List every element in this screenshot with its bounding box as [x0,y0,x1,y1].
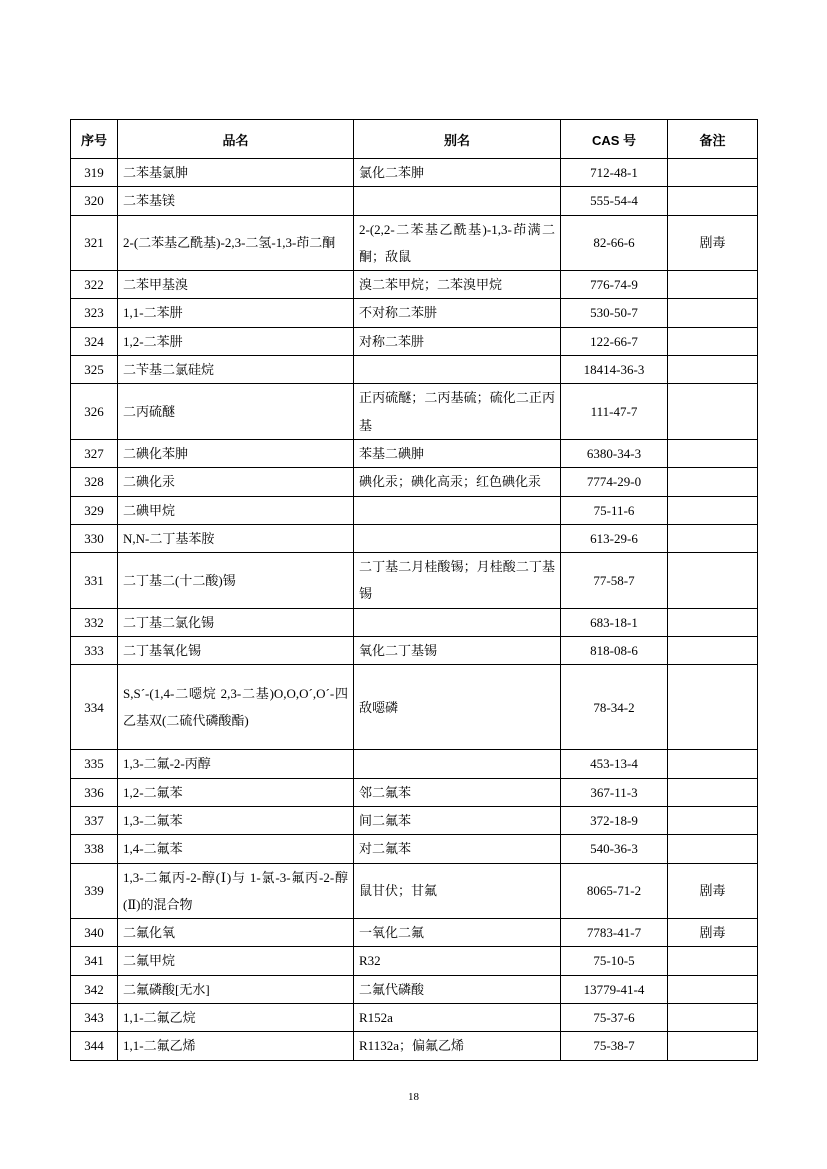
cell-remark: 剧毒 [668,919,758,947]
cell-cas-number: 7783-41-7 [561,919,668,947]
cell-alias: R152a [354,1004,561,1032]
cell-remark [668,327,758,355]
cell-remark: 剧毒 [668,215,758,271]
cell-cas-number: 683-18-1 [561,608,668,636]
cell-remark [668,608,758,636]
cell-remark [668,665,758,750]
cell-remark [668,468,758,496]
header-remark: 备注 [668,120,758,159]
cell-product-name: 1,4-二氟苯 [118,835,354,863]
cell-product-name: 二氟甲烷 [118,947,354,975]
cell-alias: 鼠甘伏；甘氟 [354,863,561,919]
cell-cas-number: 7774-29-0 [561,468,668,496]
cell-product-name: N,N-二丁基苯胺 [118,524,354,552]
cell-alias: 敌噁磷 [354,665,561,750]
table-body [71,159,758,1061]
cell-product-name: 1,3-二氟苯 [118,806,354,834]
cell-cas-number: 77-58-7 [561,553,668,609]
cell-serial-number: 321 [71,215,118,271]
table-row [71,384,758,440]
cell-remark [668,299,758,327]
cell-cas-number: 367-11-3 [561,778,668,806]
table-row [71,608,758,636]
cell-cas-number: 122-66-7 [561,327,668,355]
cell-alias: R1132a；偏氟乙烯 [354,1032,561,1060]
table-row [71,271,758,299]
cell-product-name: 二碘甲烷 [118,496,354,524]
cell-alias: 一氧化二氟 [354,919,561,947]
cell-serial-number: 344 [71,1032,118,1060]
table-row [71,637,758,665]
cell-serial-number: 337 [71,806,118,834]
header-serial-number: 序号 [71,120,118,159]
cell-cas-number: 555-54-4 [561,187,668,215]
cell-alias [354,496,561,524]
cell-cas-number: 712-48-1 [561,159,668,187]
cell-serial-number: 341 [71,947,118,975]
cell-remark [668,187,758,215]
table-row [71,778,758,806]
cell-cas-number: 613-29-6 [561,524,668,552]
cell-alias [354,608,561,636]
cell-product-name: 1,1-二氟乙烷 [118,1004,354,1032]
cell-alias: 对称二苯肼 [354,327,561,355]
cell-serial-number: 334 [71,665,118,750]
cell-serial-number: 342 [71,975,118,1003]
cell-alias: 2-(2,2-二苯基乙酰基)-1,3-茚满二酮；敌鼠 [354,215,561,271]
table-row [71,750,758,778]
chemical-list-table [70,119,758,1061]
cell-alias [354,750,561,778]
cell-remark [668,496,758,524]
table-row [71,863,758,919]
cell-remark [668,1032,758,1060]
cell-remark [668,384,758,440]
cell-product-name: 二碘化苯胂 [118,439,354,467]
cell-alias: 氯化二苯胂 [354,159,561,187]
table-header [71,120,758,159]
cell-remark [668,159,758,187]
cell-serial-number: 331 [71,553,118,609]
cell-alias: 不对称二苯肼 [354,299,561,327]
table-row [71,1004,758,1032]
cell-serial-number: 324 [71,327,118,355]
cell-product-name: 二丙硫醚 [118,384,354,440]
cell-serial-number: 339 [71,863,118,919]
cell-alias [354,524,561,552]
table-row [71,1032,758,1060]
cell-serial-number: 323 [71,299,118,327]
cell-remark: 剧毒 [668,863,758,919]
cell-alias: 氧化二丁基锡 [354,637,561,665]
cell-cas-number: 530-50-7 [561,299,668,327]
cell-product-name: 二丁基二(十二酸)锡 [118,553,354,609]
cell-cas-number: 18414-36-3 [561,356,668,384]
cell-alias: 邻二氟苯 [354,778,561,806]
cell-alias [354,187,561,215]
cell-remark [668,524,758,552]
cell-cas-number: 75-11-6 [561,496,668,524]
cell-remark [668,356,758,384]
cell-serial-number: 333 [71,637,118,665]
cell-remark [668,637,758,665]
cell-serial-number: 343 [71,1004,118,1032]
cell-cas-number: 818-08-6 [561,637,668,665]
cell-product-name: 1,3-二氟-2-丙醇 [118,750,354,778]
cell-serial-number: 338 [71,835,118,863]
table-row [71,468,758,496]
cell-serial-number: 330 [71,524,118,552]
cell-remark [668,553,758,609]
cell-alias: 间二氟苯 [354,806,561,834]
table-row [71,835,758,863]
cell-alias: R32 [354,947,561,975]
cell-remark [668,947,758,975]
header-row [71,120,758,159]
cell-product-name: 二氟化氧 [118,919,354,947]
cell-alias [354,356,561,384]
table-row [71,299,758,327]
cell-alias: 对二氟苯 [354,835,561,863]
cell-serial-number: 340 [71,919,118,947]
cell-alias: 碘化汞；碘化高汞；红色碘化汞 [354,468,561,496]
cell-remark [668,835,758,863]
cell-alias: 正丙硫醚；二丙基硫；硫化二正丙基 [354,384,561,440]
cell-cas-number: 8065-71-2 [561,863,668,919]
cell-cas-number: 6380-34-3 [561,439,668,467]
cell-cas-number: 453-13-4 [561,750,668,778]
cell-alias: 苯基二碘胂 [354,439,561,467]
cell-remark [668,975,758,1003]
cell-cas-number: 82-66-6 [561,215,668,271]
header-product-name: 品名 [118,120,354,159]
cell-serial-number: 332 [71,608,118,636]
cell-remark [668,806,758,834]
cell-product-name: 1,3-二氟丙-2-醇(Ⅰ)与 1-氯-3-氟丙-2-醇(Ⅱ)的混合物 [118,863,354,919]
cell-product-name: 二氟磷酸[无水] [118,975,354,1003]
cell-remark [668,778,758,806]
table-row [71,947,758,975]
table-row [71,215,758,271]
table-row [71,806,758,834]
cell-product-name: 1,1-二氟乙烯 [118,1032,354,1060]
cell-serial-number: 335 [71,750,118,778]
table-row [71,919,758,947]
page-number: 18 [408,1091,419,1103]
cell-product-name: 二碘化汞 [118,468,354,496]
table-row [71,975,758,1003]
table-row [71,159,758,187]
cell-cas-number: 111-47-7 [561,384,668,440]
cell-product-name: 1,1-二苯肼 [118,299,354,327]
cell-remark [668,439,758,467]
table-row [71,356,758,384]
cell-product-name: 二丁基二氯化锡 [118,608,354,636]
table-row [71,524,758,552]
cell-remark [668,271,758,299]
table-row [71,553,758,609]
cell-cas-number: 540-36-3 [561,835,668,863]
table-row [71,665,758,750]
cell-cas-number: 13779-41-4 [561,975,668,1003]
cell-serial-number: 336 [71,778,118,806]
cell-remark [668,750,758,778]
cell-product-name: S,S´-(1,4-二噁烷 2,3-二基)O,O,O´,O´-四乙基双(二硫代磷酸酯) [118,665,354,750]
cell-cas-number: 372-18-9 [561,806,668,834]
cell-product-name: 二苯甲基溴 [118,271,354,299]
cell-cas-number: 78-34-2 [561,665,668,750]
cell-serial-number: 327 [71,439,118,467]
table-row [71,187,758,215]
cell-alias: 溴二苯甲烷；二苯溴甲烷 [354,271,561,299]
cell-serial-number: 322 [71,271,118,299]
cell-product-name: 二苯基氯胂 [118,159,354,187]
cell-product-name: 二苯基镁 [118,187,354,215]
table-row [71,327,758,355]
cell-alias: 二丁基二月桂酸锡；月桂酸二丁基锡 [354,553,561,609]
cell-alias: 二氟代磷酸 [354,975,561,1003]
cell-serial-number: 320 [71,187,118,215]
cell-product-name: 2-(二苯基乙酰基)-2,3-二氢-1,3-茚二酮 [118,215,354,271]
cell-cas-number: 75-37-6 [561,1004,668,1032]
cell-serial-number: 328 [71,468,118,496]
cell-cas-number: 75-38-7 [561,1032,668,1060]
cell-product-name: 1,2-二苯肼 [118,327,354,355]
table-row [71,496,758,524]
cell-product-name: 二丁基氧化锡 [118,637,354,665]
cell-product-name: 二苄基二氯硅烷 [118,356,354,384]
cell-cas-number: 776-74-9 [561,271,668,299]
table-row [71,439,758,467]
cell-product-name: 1,2-二氟苯 [118,778,354,806]
cell-serial-number: 319 [71,159,118,187]
header-cas-number: CAS 号 [561,120,668,159]
cell-remark [668,1004,758,1032]
cell-serial-number: 326 [71,384,118,440]
cell-serial-number: 329 [71,496,118,524]
header-alias: 别名 [354,120,561,159]
cell-cas-number: 75-10-5 [561,947,668,975]
cell-serial-number: 325 [71,356,118,384]
